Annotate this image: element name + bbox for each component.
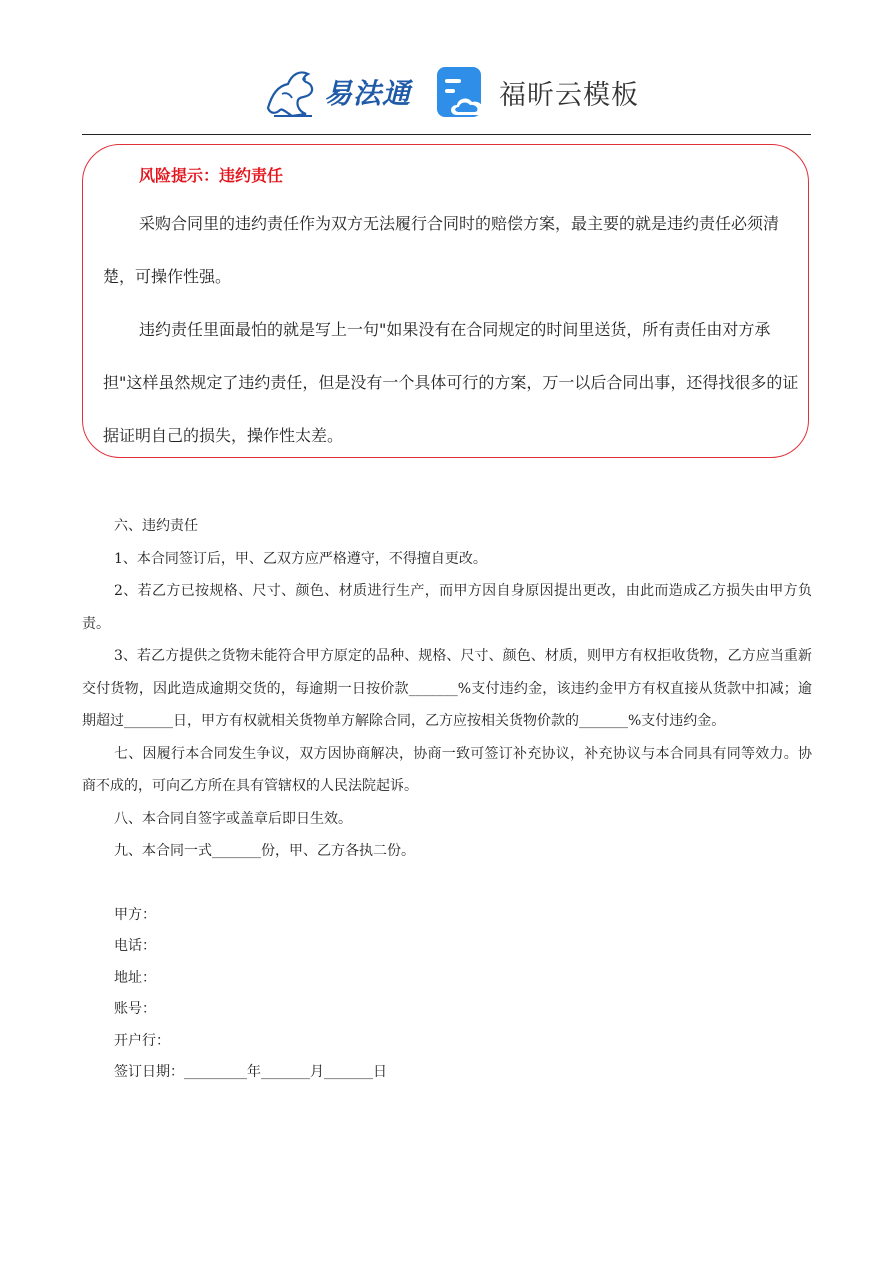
qilin-logo-icon <box>262 64 322 120</box>
phone-label: 电话： <box>114 938 156 954</box>
section-heading: 六、违约责任 <box>114 518 198 534</box>
brand-yifatong <box>262 62 412 122</box>
risk-paragraph: 采购合同里的违约责任作为双方无法履行合同时的赔偿方案，最主要的就是违约责任必须清楚，可操作性强。 <box>103 214 780 286</box>
sign-date-label: 签订日期：_________年_______月_______日 <box>114 1064 387 1080</box>
clause: 2、若乙方已按规格、尺寸、颜色、材质进行生产，而甲方因自身原因提出更改，由此而造成乙方损失由甲方负责。 <box>82 583 812 632</box>
risk-notice-title: 风险提示：违约责任 <box>139 166 284 185</box>
header-divider <box>82 134 811 135</box>
header <box>0 56 893 126</box>
risk-paragraph: 违约责任里面最怕的就是写上一句"如果没有在合同规定的时间里送货，所有责任由对方承担"这样虽然规定了违约责任，但是没有一个具体可行的方案，万一以后合同出事，还得找很多的证据证明自己的损失，操作性太差。 <box>103 320 799 445</box>
clause: 3、若乙方提供之货物未能符合甲方原定的品种、规格、尺寸、颜色、材质，则甲方有权拒收货物，乙方应当重新交付货物，因此造成逾期交货的，每逾期一日按价款_______%支付违约金，该违约金甲方有权直接从货款中扣减；逾期超过_______日，甲方有权就相关货物单方解除合同，乙方应按相关货物价款的_______%支付违约金。 <box>82 648 812 729</box>
address-label: 地址： <box>114 969 156 986</box>
risk-notice-box <box>82 144 809 458</box>
party-a-label: 甲方： <box>114 906 156 923</box>
bank-label: 开户行： <box>114 1032 170 1049</box>
brand-fuxin <box>435 64 639 120</box>
contract-body <box>82 510 812 1089</box>
clause: 九、本合同一式_______份，甲、乙方各执二份。 <box>114 843 415 859</box>
brand2-text: 福昕云模板 <box>499 79 639 111</box>
clause: 1、本合同签订后，甲、乙双方应严格遵守，不得擅自更改。 <box>114 550 487 567</box>
cloud-doc-logo-icon <box>435 65 489 119</box>
signature-block <box>82 900 812 1089</box>
clause: 八、本合同自签字或盖章后即日生效。 <box>114 810 352 827</box>
brand1-text: 易法通 <box>324 77 412 110</box>
clause: 七、因履行本合同发生争议，双方因协商解决，协商一致可签订补充协议，补充协议与本合同具有同等效力。协商不成的，可向乙方所在具有管辖权的人民法院起诉。 <box>82 745 812 794</box>
account-label: 账号： <box>114 1001 156 1017</box>
